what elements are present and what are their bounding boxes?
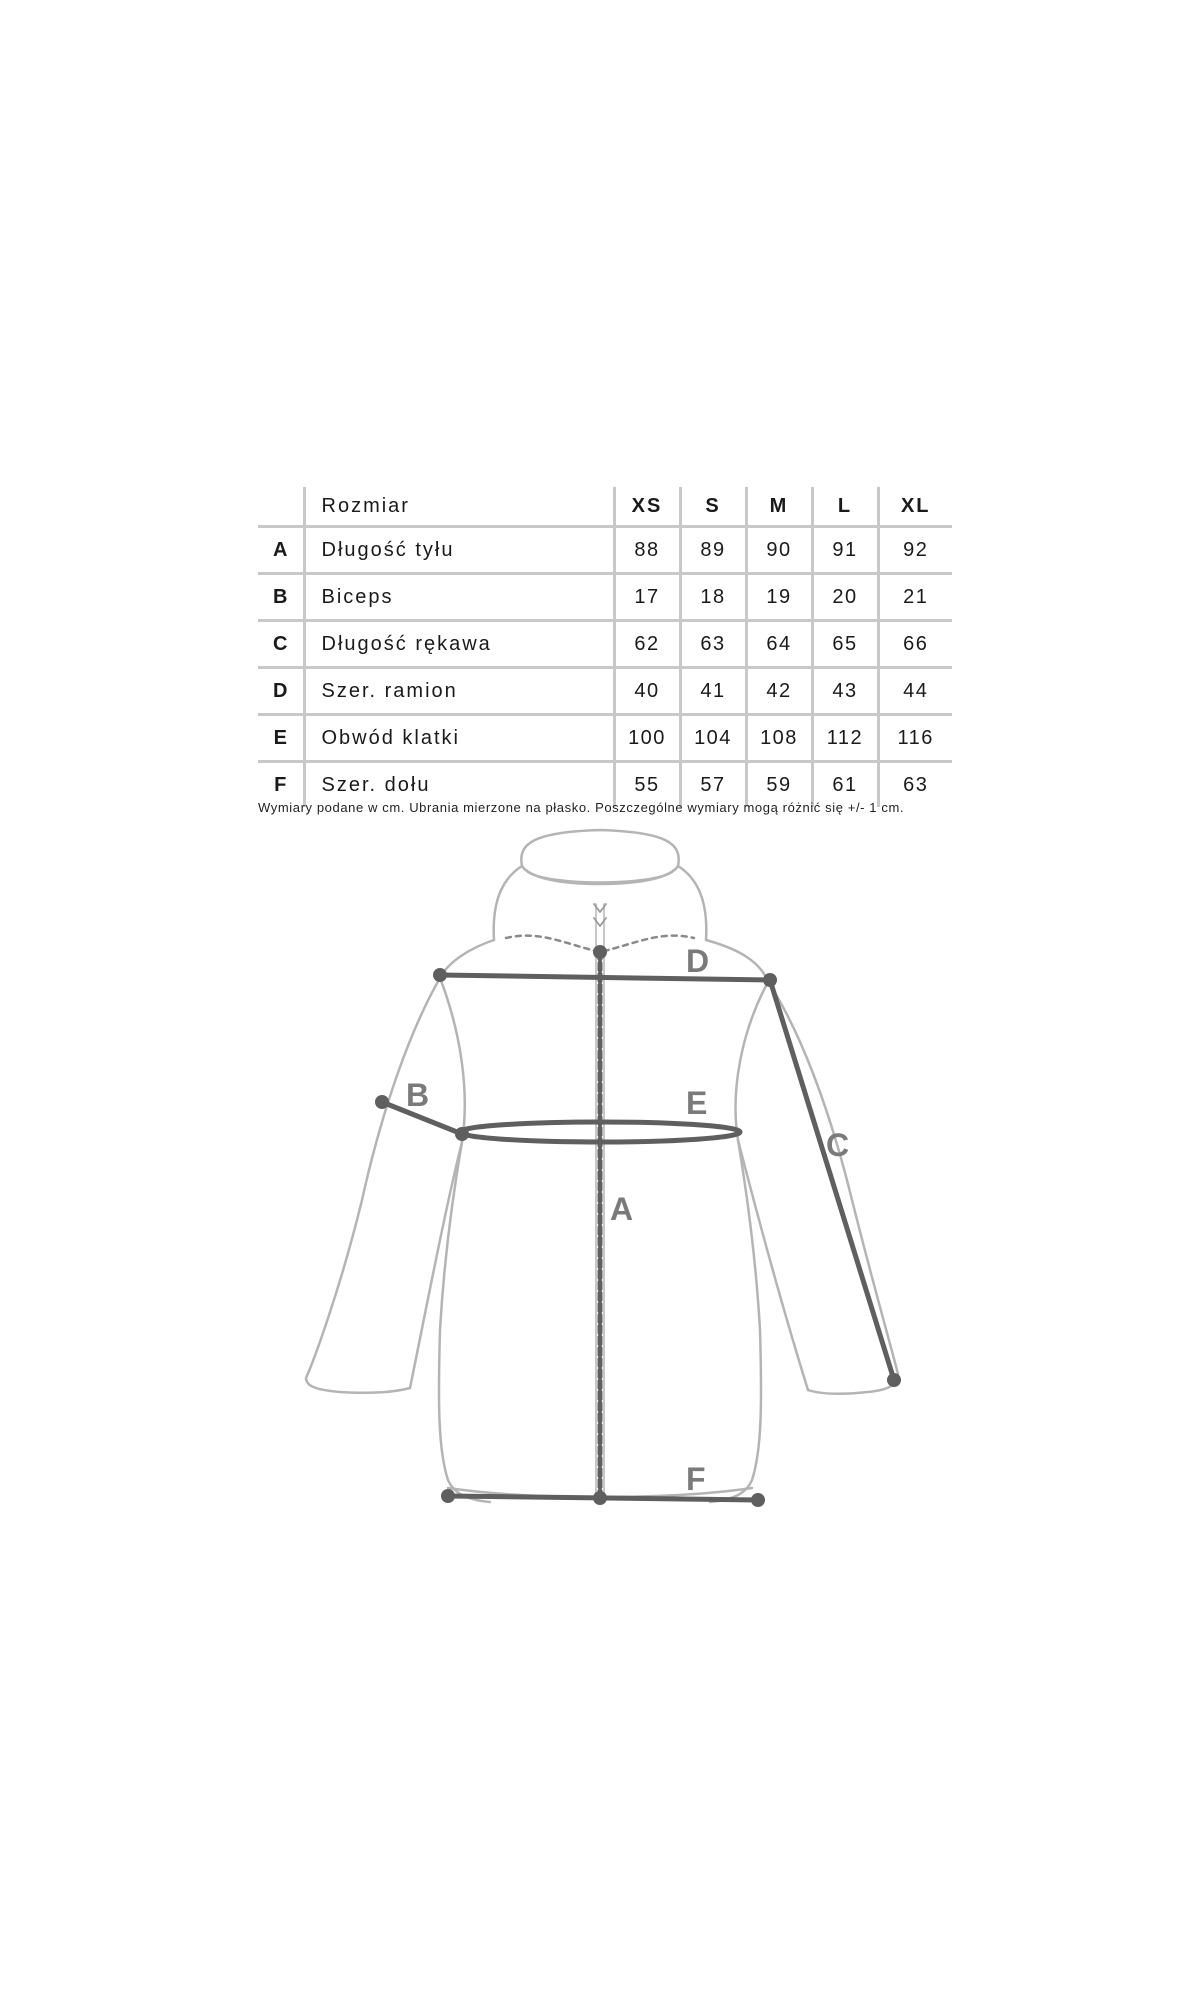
row-value: 100: [614, 715, 680, 762]
left-sleeve-outer: [306, 978, 440, 1393]
collar-outline: [521, 830, 678, 884]
collar-inner-line: [528, 872, 672, 883]
row-letter: E: [258, 715, 304, 762]
measure-point: [375, 1095, 389, 1109]
row-value: 21: [878, 574, 952, 621]
row-letter: C: [258, 621, 304, 668]
collar-right-side: [678, 866, 706, 940]
row-name: Długość tyłu: [304, 527, 614, 574]
measure-point: [887, 1373, 901, 1387]
row-value: 116: [878, 715, 952, 762]
label-f: F: [686, 1461, 706, 1497]
left-sleeve-inner: [410, 1142, 462, 1388]
label-b: B: [406, 1077, 430, 1113]
row-letter: D: [258, 668, 304, 715]
measure-point: [433, 968, 447, 982]
measure-point: [751, 1493, 765, 1507]
label-c: C: [826, 1127, 850, 1163]
row-value: 88: [614, 527, 680, 574]
measure-point: [455, 1127, 469, 1141]
row-value: 18: [680, 574, 746, 621]
right-sleeve-inner: [738, 1140, 808, 1390]
left-body-side: [439, 978, 490, 1502]
label-a: A: [610, 1191, 634, 1227]
size-header-xs: XS: [614, 487, 680, 527]
row-letter: B: [258, 574, 304, 621]
size-header-l: L: [812, 487, 878, 527]
row-value: 63: [878, 762, 952, 808]
row-value: 90: [746, 527, 812, 574]
row-value: 91: [812, 527, 878, 574]
row-value: 65: [812, 621, 878, 668]
row-value: 44: [878, 668, 952, 715]
measure-d-line: [440, 975, 770, 980]
row-letter: A: [258, 527, 304, 574]
measure-point: [441, 1489, 455, 1503]
measurement-points: [375, 945, 901, 1507]
measurement-note: Wymiary podane w cm. Ubrania mierzone na płasko. Poszczególne wymiary mogą różnić się +/- 1 cm.: [258, 800, 905, 815]
row-name: Biceps: [304, 574, 614, 621]
row-name: Obwód klatki: [304, 715, 614, 762]
right-body-side: [710, 982, 768, 1502]
measure-point: [593, 1491, 607, 1505]
row-name: Szer. ramion: [304, 668, 614, 715]
row-value: 64: [746, 621, 812, 668]
measure-c-line: [770, 980, 894, 1380]
row-value: 63: [680, 621, 746, 668]
row-value: 42: [746, 668, 812, 715]
measure-point: [763, 973, 777, 987]
row-value: 43: [812, 668, 878, 715]
row-name: Długość rękawa: [304, 621, 614, 668]
size-header-xl: XL: [878, 487, 952, 527]
label-d: D: [686, 943, 710, 979]
row-value: 41: [680, 668, 746, 715]
row-value: 66: [878, 621, 952, 668]
row-value: 55: [614, 762, 680, 808]
measurement-lines: [382, 952, 894, 1502]
row-value: 17: [614, 574, 680, 621]
collar-left-side: [494, 866, 522, 940]
row-value: 92: [878, 527, 952, 574]
row-value: 61: [812, 762, 878, 808]
row-value: 112: [812, 715, 878, 762]
row-letter: F: [258, 762, 304, 808]
row-value: 40: [614, 668, 680, 715]
size-header-m: M: [746, 487, 812, 527]
row-value: 108: [746, 715, 812, 762]
row-value: 59: [746, 762, 812, 808]
row-value: 20: [812, 574, 878, 621]
row-value: 19: [746, 574, 812, 621]
measure-point: [593, 945, 607, 959]
left-shoulder-outline: [440, 940, 494, 978]
row-value: 89: [680, 527, 746, 574]
right-shoulder-outline: [706, 940, 768, 982]
size-header-label: Rozmiar: [304, 487, 614, 527]
row-value: 104: [680, 715, 746, 762]
label-e: E: [686, 1085, 708, 1121]
size-header-s: S: [680, 487, 746, 527]
row-value: 62: [614, 621, 680, 668]
row-name: Szer. dołu: [304, 762, 614, 808]
row-value: 57: [680, 762, 746, 808]
